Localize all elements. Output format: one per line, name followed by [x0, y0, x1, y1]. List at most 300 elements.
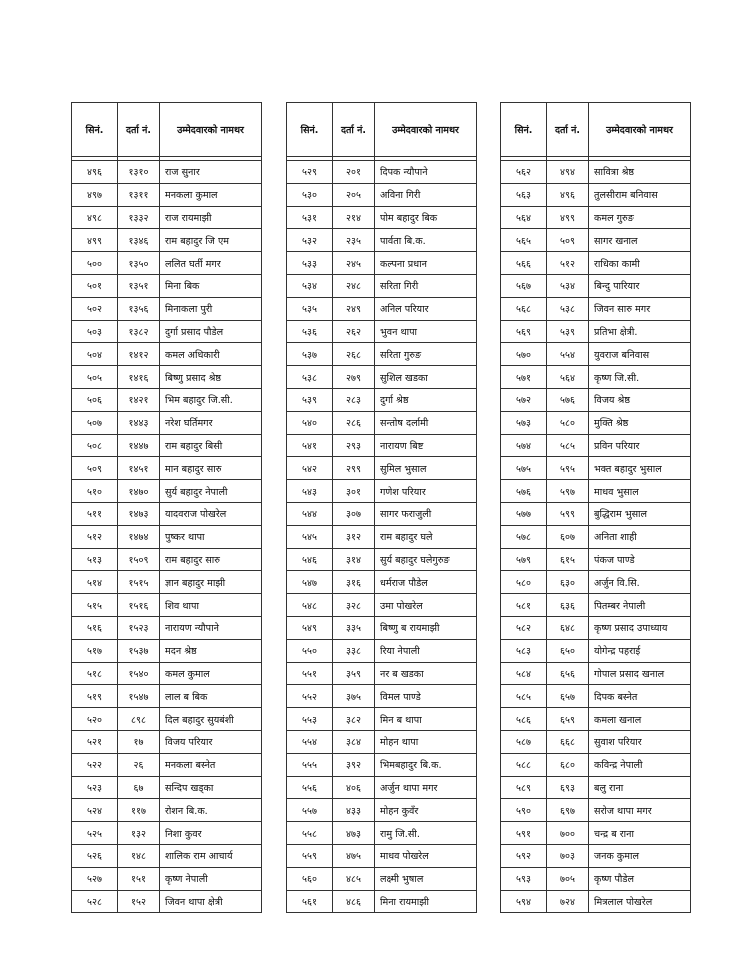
table-row	[72, 685, 262, 708]
serial-no-cell: ५३०	[287, 183, 333, 206]
table-row	[501, 799, 691, 822]
table-row	[72, 274, 262, 297]
table-row	[72, 776, 262, 799]
registration-no-cell: ४८६	[333, 890, 375, 913]
serial-no-cell: ५५२	[287, 685, 333, 708]
registration-no-cell: १४२१	[118, 388, 160, 411]
registration-no-cell: २६८	[333, 343, 375, 366]
candidate-name-cell: निशा कुवर	[160, 822, 262, 845]
candidate-name-cell: विजय श्रेष्ठ	[589, 388, 691, 411]
serial-no-cell: ५७३	[501, 411, 547, 434]
table-row	[501, 753, 691, 776]
serial-no-cell: ५१८	[72, 662, 118, 685]
registration-no-cell: १५४०	[118, 662, 160, 685]
table-row	[72, 480, 262, 503]
serial-no-cell: ५५९	[287, 844, 333, 867]
registration-no-cell: ५७६	[547, 388, 589, 411]
registration-no-cell: २४५	[333, 252, 375, 275]
candidate-name-cell: लाल ब बिक	[160, 685, 262, 708]
registration-no-cell: ६६८	[547, 730, 589, 753]
table-row	[287, 343, 477, 366]
serial-no-cell: ५८९	[501, 776, 547, 799]
serial-no-cell: ५०६	[72, 388, 118, 411]
serial-no-cell: ५४५	[287, 525, 333, 548]
serial-no-cell: ५६३	[501, 183, 547, 206]
serial-no-cell: ५३८	[287, 366, 333, 389]
registration-no-cell: ५३९	[547, 320, 589, 343]
table-row	[501, 776, 691, 799]
table-row	[72, 502, 262, 525]
candidate-name-cell: प्रविन परियार	[589, 434, 691, 457]
registration-no-cell: १३४६	[118, 229, 160, 252]
candidate-name-cell: दिपक न्यौपाने	[375, 161, 477, 184]
candidate-name-cell: अनिल परियार	[375, 297, 477, 320]
registration-no-cell: २९९	[333, 457, 375, 480]
header-serial-no: सिनं.	[287, 103, 333, 157]
registration-no-cell: ३१६	[333, 571, 375, 594]
table-row	[501, 388, 691, 411]
table-row	[501, 594, 691, 617]
registration-no-cell: १५१५	[118, 571, 160, 594]
registration-no-cell: ७०५	[547, 867, 589, 890]
candidate-name-cell: शालिक राम आचार्य	[160, 844, 262, 867]
registration-no-cell: २६	[118, 753, 160, 776]
table-row	[287, 229, 477, 252]
candidate-name-cell: गोपाल प्रसाद खनाल	[589, 662, 691, 685]
registration-no-cell: ३०७	[333, 502, 375, 525]
registration-no-cell: ३८४	[333, 730, 375, 753]
registration-no-cell: ४७३	[333, 822, 375, 845]
candidate-name-cell: मित्रलाल पोखरेल	[589, 890, 691, 913]
candidate-name-cell: रोशन बि.क.	[160, 799, 262, 822]
serial-no-cell: ५३६	[287, 320, 333, 343]
table-row	[72, 388, 262, 411]
header-candidate-name: उम्मेदवारको नामथर	[375, 103, 477, 157]
candidate-name-cell: राम बहादुर घले	[375, 525, 477, 548]
table-row	[72, 730, 262, 753]
table-header-row	[287, 103, 477, 157]
serial-no-cell: ५५८	[287, 822, 333, 845]
candidate-name-cell: लक्ष्मी भुषाल	[375, 867, 477, 890]
registration-no-cell: ३०१	[333, 480, 375, 503]
registration-no-cell: ५३४	[547, 274, 589, 297]
candidate-name-cell: राज रायमाझी	[160, 206, 262, 229]
candidate-name-cell: कमल अधिकारी	[160, 343, 262, 366]
candidate-name-cell: तुलसीराम बनिवास	[589, 183, 691, 206]
registration-no-cell: २८३	[333, 388, 375, 411]
registration-no-cell: ६८०	[547, 753, 589, 776]
registration-no-cell: १३११	[118, 183, 160, 206]
table-row	[287, 388, 477, 411]
candidate-name-cell: बिष्णु प्रसाद श्रेष्ठ	[160, 366, 262, 389]
candidate-table-3	[500, 102, 691, 913]
header-candidate-name: उम्मेदवारको नामथर	[160, 103, 262, 157]
candidate-name-cell: चन्द्र ब राना	[589, 822, 691, 845]
serial-no-cell: ५४९	[287, 616, 333, 639]
registration-no-cell: ६९३	[547, 776, 589, 799]
serial-no-cell: ५७८	[501, 525, 547, 548]
candidate-name-cell: सन्दिप खड्का	[160, 776, 262, 799]
candidate-name-cell: सागर खनाल	[589, 229, 691, 252]
candidate-name-cell: नर ब खडका	[375, 662, 477, 685]
serial-no-cell: ५०५	[72, 366, 118, 389]
header-registration-no: दर्ता नं.	[333, 103, 375, 157]
candidate-name-cell: जिवन सारु मगर	[589, 297, 691, 320]
serial-no-cell: ४९६	[72, 161, 118, 184]
candidate-name-cell: राज सुनार	[160, 161, 262, 184]
registration-no-cell: ६५०	[547, 639, 589, 662]
candidate-name-cell: सुमिल भुसाल	[375, 457, 477, 480]
table-row	[72, 571, 262, 594]
serial-no-cell: ५९१	[501, 822, 547, 845]
candidate-name-cell: सुर्य बहादुर नेपाली	[160, 480, 262, 503]
serial-no-cell: ५६०	[287, 867, 333, 890]
table-row	[72, 867, 262, 890]
serial-no-cell: ५८५	[501, 685, 547, 708]
table-row	[72, 434, 262, 457]
table-row	[501, 252, 691, 275]
registration-no-cell: २९३	[333, 434, 375, 457]
serial-no-cell: ५५१	[287, 662, 333, 685]
candidate-name-cell: सुवाश परियार	[589, 730, 691, 753]
table-row	[287, 411, 477, 434]
table-row	[287, 616, 477, 639]
registration-no-cell: ३७५	[333, 685, 375, 708]
table-row	[501, 525, 691, 548]
candidate-name-cell: अर्जुन वि.सि.	[589, 571, 691, 594]
table-row	[72, 297, 262, 320]
candidate-name-cell: कमला खनाल	[589, 708, 691, 731]
registration-no-cell: २६२	[333, 320, 375, 343]
table-row	[72, 616, 262, 639]
candidate-name-cell: राम बहादुर सारु	[160, 548, 262, 571]
table-row	[72, 343, 262, 366]
registration-no-cell: १५४७	[118, 685, 160, 708]
serial-no-cell: ५०७	[72, 411, 118, 434]
table-row	[287, 822, 477, 845]
registration-no-cell: १३१०	[118, 161, 160, 184]
table-row	[287, 753, 477, 776]
candidate-name-cell: कृष्ण जि.सी.	[589, 366, 691, 389]
candidate-name-cell: ललित घर्ती मगर	[160, 252, 262, 275]
candidate-name-cell: मोहन थापा	[375, 730, 477, 753]
candidate-name-cell: युवराज बनिवास	[589, 343, 691, 366]
candidate-name-cell: धर्मराज पौडेल	[375, 571, 477, 594]
registration-no-cell: १४४७	[118, 434, 160, 457]
candidate-name-cell: राम बहादुर बिसी	[160, 434, 262, 457]
serial-no-cell: ५२२	[72, 753, 118, 776]
registration-no-cell: ५९५	[547, 457, 589, 480]
candidate-name-cell: पोम बहादुर बिक	[375, 206, 477, 229]
serial-no-cell: ५७१	[501, 366, 547, 389]
table-row	[287, 708, 477, 731]
registration-no-cell: ११७	[118, 799, 160, 822]
serial-no-cell: ५९०	[501, 799, 547, 822]
candidate-name-cell: योगेन्द्र पहराई	[589, 639, 691, 662]
candidate-name-cell: सुशिल खडका	[375, 366, 477, 389]
table-row	[72, 662, 262, 685]
registration-no-cell: ४९४	[547, 161, 589, 184]
table-row	[287, 274, 477, 297]
table-row	[287, 594, 477, 617]
serial-no-cell: ५१०	[72, 480, 118, 503]
candidate-name-cell: पार्वता बि.क.	[375, 229, 477, 252]
candidate-name-cell: विजय परियार	[160, 730, 262, 753]
table-row	[72, 822, 262, 845]
table-row	[287, 525, 477, 548]
table-row	[72, 411, 262, 434]
candidate-name-cell: रिया नेपाली	[375, 639, 477, 662]
registration-no-cell: २४९	[333, 297, 375, 320]
table-row	[72, 252, 262, 275]
table-row	[501, 297, 691, 320]
serial-no-cell: ५१६	[72, 616, 118, 639]
table-row	[287, 844, 477, 867]
registration-no-cell: ३९२	[333, 753, 375, 776]
serial-no-cell: ५७९	[501, 548, 547, 571]
table-row	[287, 571, 477, 594]
table-row	[501, 548, 691, 571]
candidate-name-cell: कमल गुरुङ	[589, 206, 691, 229]
table-header-row	[72, 103, 262, 157]
candidate-name-cell: मनकला बस्नेत	[160, 753, 262, 776]
registration-no-cell: ३८२	[333, 708, 375, 731]
candidate-name-cell: माधव पोखरेल	[375, 844, 477, 867]
serial-no-cell: ५२८	[72, 890, 118, 913]
table-row	[287, 890, 477, 913]
serial-no-cell: ५२३	[72, 776, 118, 799]
candidate-name-cell: सरिता गिरी	[375, 274, 477, 297]
table-row	[287, 662, 477, 685]
table-header-row	[501, 103, 691, 157]
serial-no-cell: ५८३	[501, 639, 547, 662]
table-row	[287, 434, 477, 457]
serial-no-cell: ५०३	[72, 320, 118, 343]
registration-no-cell: ७०३	[547, 844, 589, 867]
candidate-name-cell: सुर्य बहादुर घलेगुरुङ	[375, 548, 477, 571]
candidate-name-cell: भक्त बहादुर भुसाल	[589, 457, 691, 480]
candidate-name-cell: कृष्ण पौडेल	[589, 867, 691, 890]
serial-no-cell: ५१५	[72, 594, 118, 617]
table-row	[501, 434, 691, 457]
serial-no-cell: ५२०	[72, 708, 118, 731]
registration-no-cell: २४८	[333, 274, 375, 297]
serial-no-cell: ५९३	[501, 867, 547, 890]
registration-no-cell: १४७०	[118, 480, 160, 503]
serial-no-cell: ५२९	[287, 161, 333, 184]
table-row	[287, 502, 477, 525]
registration-no-cell: ४९९	[547, 206, 589, 229]
table-row	[287, 206, 477, 229]
candidate-name-cell: यादवराज पोखरेल	[160, 502, 262, 525]
registration-no-cell: १५१६	[118, 594, 160, 617]
candidate-table-2	[286, 102, 477, 913]
serial-no-cell: ५०८	[72, 434, 118, 457]
candidate-name-cell: राधिका कामी	[589, 252, 691, 275]
candidate-name-cell: जनक कुमाल	[589, 844, 691, 867]
table-row	[72, 183, 262, 206]
candidate-name-cell: अविना गिरी	[375, 183, 477, 206]
registration-no-cell: १३५१	[118, 274, 160, 297]
table-row	[72, 799, 262, 822]
header-registration-no: दर्ता नं.	[547, 103, 589, 157]
candidate-name-cell: ज्ञान बहादुर माझी	[160, 571, 262, 594]
serial-no-cell: ५३५	[287, 297, 333, 320]
candidate-name-cell: कृष्ण नेपाली	[160, 867, 262, 890]
candidate-name-cell: पितम्बर नेपाली	[589, 594, 691, 617]
table-row	[72, 548, 262, 571]
table-row	[287, 639, 477, 662]
serial-no-cell: ५१७	[72, 639, 118, 662]
candidate-name-cell: गणेश परियार	[375, 480, 477, 503]
registration-no-cell: ४७५	[333, 844, 375, 867]
serial-no-cell: ५०९	[72, 457, 118, 480]
serial-no-cell: ४९८	[72, 206, 118, 229]
registration-no-cell: ३१४	[333, 548, 375, 571]
serial-no-cell: ५१९	[72, 685, 118, 708]
serial-no-cell: ५४४	[287, 502, 333, 525]
candidate-name-cell: कमल कुमाल	[160, 662, 262, 685]
serial-no-cell: ५८६	[501, 708, 547, 731]
registration-no-cell: ६५६	[547, 662, 589, 685]
table-row	[287, 867, 477, 890]
serial-no-cell: ५३९	[287, 388, 333, 411]
candidate-name-cell: बिन्दु पारियार	[589, 274, 691, 297]
registration-no-cell: ७००	[547, 822, 589, 845]
registration-no-cell: ६१५	[547, 548, 589, 571]
serial-no-cell: ४९७	[72, 183, 118, 206]
table-row	[287, 799, 477, 822]
serial-no-cell: ५६९	[501, 320, 547, 343]
candidate-name-cell: कल्पना प्रधान	[375, 252, 477, 275]
registration-no-cell: १५१	[118, 867, 160, 890]
registration-no-cell: ५१२	[547, 252, 589, 275]
table-row	[501, 616, 691, 639]
candidate-name-cell: सरोज थापा मगर	[589, 799, 691, 822]
candidate-name-cell: अनिता शाही	[589, 525, 691, 548]
serial-no-cell: ५८१	[501, 594, 547, 617]
table-row	[72, 639, 262, 662]
table-row	[501, 708, 691, 731]
registration-no-cell: १७	[118, 730, 160, 753]
serial-no-cell: ५४२	[287, 457, 333, 480]
registration-no-cell: १४७४	[118, 525, 160, 548]
serial-no-cell: ५२७	[72, 867, 118, 890]
header-candidate-name: उम्मेदवारको नामथर	[589, 103, 691, 157]
serial-no-cell: ५३२	[287, 229, 333, 252]
table-row	[72, 525, 262, 548]
registration-no-cell: ४८५	[333, 867, 375, 890]
registration-no-cell: ६४८	[547, 616, 589, 639]
serial-no-cell: ५२१	[72, 730, 118, 753]
registration-no-cell: १४१६	[118, 366, 160, 389]
registration-no-cell: ४३३	[333, 799, 375, 822]
serial-no-cell: ५८७	[501, 730, 547, 753]
candidate-table-1	[71, 102, 262, 913]
serial-no-cell: ५३१	[287, 206, 333, 229]
registration-no-cell: १४५१	[118, 457, 160, 480]
candidate-name-cell: मोहन कुवँर	[375, 799, 477, 822]
serial-no-cell: ५१४	[72, 571, 118, 594]
registration-no-cell: ५३८	[547, 297, 589, 320]
candidate-name-cell: सन्तोष दर्लामी	[375, 411, 477, 434]
serial-no-cell: ५९२	[501, 844, 547, 867]
serial-no-cell: ५१२	[72, 525, 118, 548]
registration-no-cell: १३२	[118, 822, 160, 845]
serial-no-cell: ५४१	[287, 434, 333, 457]
serial-no-cell: ५८४	[501, 662, 547, 685]
candidate-name-cell: उमा पोखरेल	[375, 594, 477, 617]
candidate-name-cell: मनकला कुमाल	[160, 183, 262, 206]
serial-no-cell: ५४३	[287, 480, 333, 503]
serial-no-cell: ५०४	[72, 343, 118, 366]
table-row	[501, 366, 691, 389]
table-row	[501, 822, 691, 845]
registration-no-cell: ४०६	[333, 776, 375, 799]
registration-no-cell: १४४३	[118, 411, 160, 434]
candidate-name-cell: नरेश घर्तिमगर	[160, 411, 262, 434]
registration-no-cell: २०५	[333, 183, 375, 206]
candidate-name-cell: पुष्कर थापा	[160, 525, 262, 548]
table-row	[501, 571, 691, 594]
candidate-name-cell: राम बहादुर जि एम	[160, 229, 262, 252]
table-row	[501, 229, 691, 252]
table-row	[72, 206, 262, 229]
table-row	[72, 890, 262, 913]
table-row	[501, 183, 691, 206]
serial-no-cell: ५४६	[287, 548, 333, 571]
registration-no-cell: ५९७	[547, 480, 589, 503]
serial-no-cell: ५७४	[501, 434, 547, 457]
serial-no-cell: ५५७	[287, 799, 333, 822]
registration-no-cell: ५५४	[547, 343, 589, 366]
registration-no-cell: १४८	[118, 844, 160, 867]
registration-no-cell: १५०९	[118, 548, 160, 571]
registration-no-cell: २०१	[333, 161, 375, 184]
registration-no-cell: १३५६	[118, 297, 160, 320]
candidate-name-cell: कृष्ण प्रसाद उपाध्याय	[589, 616, 691, 639]
serial-no-cell: ५६६	[501, 252, 547, 275]
candidate-name-cell: दिपक बस्नेत	[589, 685, 691, 708]
serial-no-cell: ५७०	[501, 343, 547, 366]
serial-no-cell: ५७५	[501, 457, 547, 480]
registration-no-cell: ६३०	[547, 571, 589, 594]
table-row	[287, 297, 477, 320]
candidate-name-cell: मदन श्रेष्ठ	[160, 639, 262, 662]
registration-no-cell: १५२	[118, 890, 160, 913]
candidate-name-cell: शिव थापा	[160, 594, 262, 617]
candidate-name-cell: भुवन थापा	[375, 320, 477, 343]
serial-no-cell: ५३४	[287, 274, 333, 297]
registration-no-cell: १३३२	[118, 206, 160, 229]
table-row	[501, 206, 691, 229]
table-row	[287, 480, 477, 503]
serial-no-cell: ५००	[72, 252, 118, 275]
table-row	[72, 457, 262, 480]
table-row	[72, 366, 262, 389]
table-row	[72, 161, 262, 184]
serial-no-cell: ४९९	[72, 229, 118, 252]
registration-no-cell: ४९६	[547, 183, 589, 206]
table-row	[72, 229, 262, 252]
registration-no-cell: ५९९	[547, 502, 589, 525]
candidate-name-cell: बिष्णु ब रायमाझी	[375, 616, 477, 639]
serial-no-cell: ५७२	[501, 388, 547, 411]
table-row	[501, 320, 691, 343]
table-row	[287, 685, 477, 708]
candidate-name-cell: नारायण न्यौपाने	[160, 616, 262, 639]
registration-no-cell: २१४	[333, 206, 375, 229]
